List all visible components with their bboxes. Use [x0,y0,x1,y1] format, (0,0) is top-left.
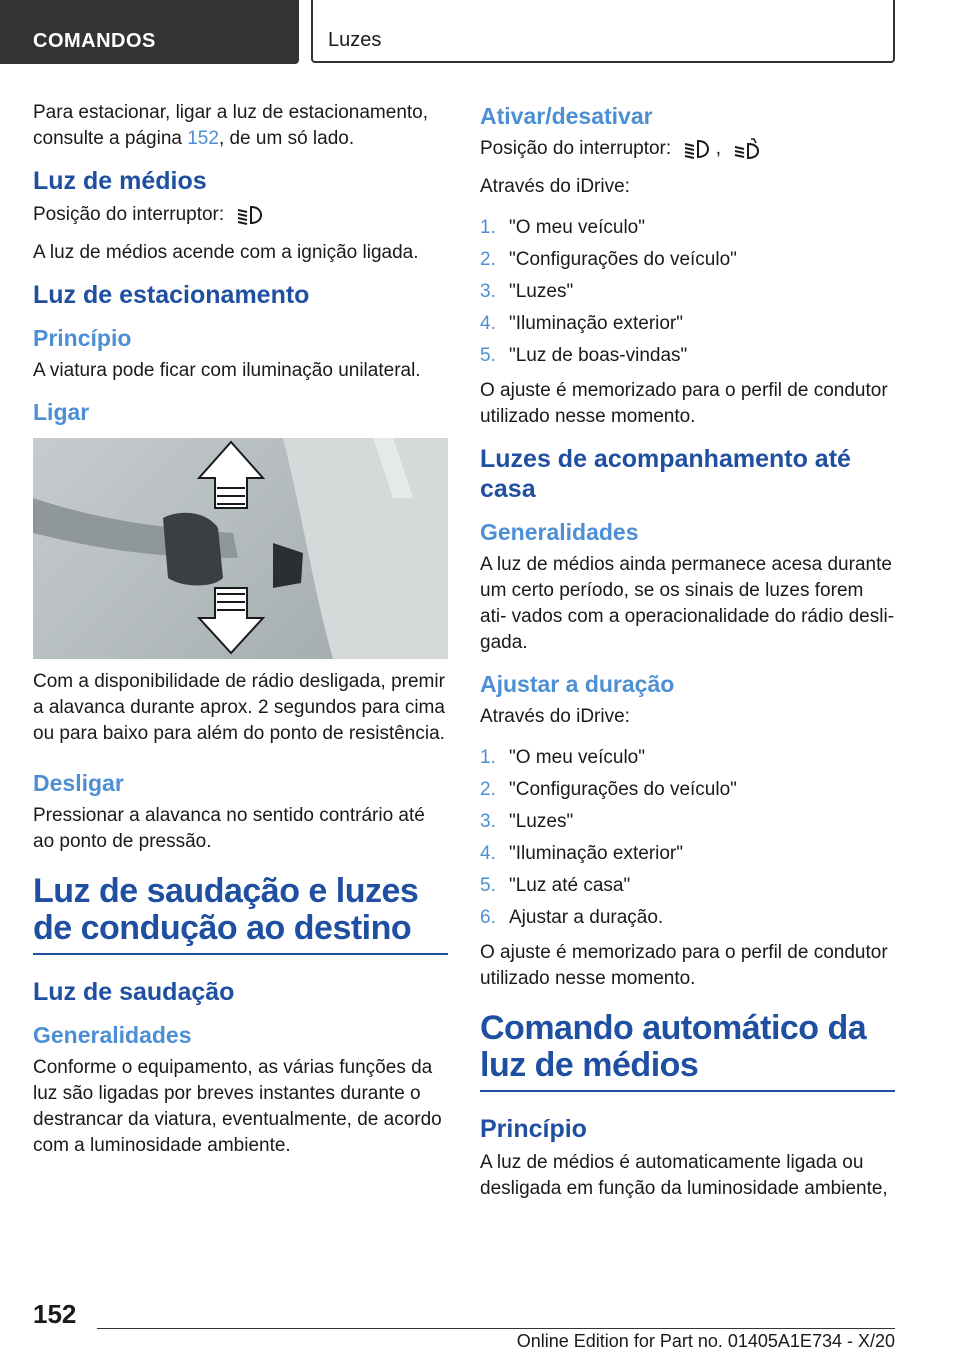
general-text: Conforme o equipamento, as várias funções da luz são ligadas por breves instantes durante o destrancar da viatura, eventualmente, de acordo com a luminosidade ambiente. [33,1057,442,1156]
saved-note: O ajuste é memorizado para o perfil de condutor utilizado nesse momento. [480,380,888,427]
list-item [480,838,895,870]
list-item [480,308,895,340]
chapter-label: Luzes [328,29,382,51]
welcome-lights-heading: Luz de saudação e luzes de condução ao destino [33,873,448,955]
general-text: A luz de médios ainda permanece acesa durante um certo período, se os sinais de luzes forem ati- vados com a operacionalidade do rádio desli- gada. [480,554,895,653]
auto-light-icon [732,138,760,160]
list-item [480,902,895,934]
list-item-number: 5. [480,875,496,896]
list-item-number: 2. [480,779,496,800]
lever-illustration [33,438,448,659]
low-beam-icon [235,204,263,226]
list-item-number: 4. [480,313,496,334]
chapter-tab [311,0,895,63]
switch-off-text: Pressionar a alavanca no sentido contrário até ao ponto de pressão. [33,805,425,852]
list-item-number: 3. [480,811,496,832]
list-item-text: "Luz até casa" [509,875,631,896]
list-item [480,742,895,774]
low-beam-heading: Luz de médios [33,167,207,195]
list-item-text: "Luzes" [509,281,574,302]
list-item-text: "Luzes" [509,811,574,832]
saved-note: O ajuste é memorizado para o perfil de condutor utilizado nesse momento. [480,942,888,989]
edition-note: Online Edition for Part no. 01405A1E734 - X/20 [516,1331,895,1351]
list-item-text: "Configurações do veículo" [509,249,737,270]
list-item-number: 5. [480,345,496,366]
welcome-light-heading: Luz de saudação [33,978,235,1006]
list-item-number: 2. [480,249,496,270]
turn-signal-lever-photo [33,438,448,659]
switch-on-text: Com a disponibilidade de rádio desligada, premir a alavanca durante aprox. 2 segundos para cima ou para baixo para além do ponto de resistência. [33,671,445,744]
activate-switch-line: Posição do interruptor: , [480,136,895,162]
principle-heading: Princípio [33,325,132,351]
list-item [480,806,895,838]
list-item [480,340,895,372]
list-item [480,870,895,902]
principle-heading: Princípio [480,1115,587,1143]
list-item-number: 1. [480,217,496,238]
duration-heading: Ajustar a duração [480,671,675,697]
list-item-number: 1. [480,747,496,768]
list-item [480,774,895,806]
duration-steps-list [480,742,895,934]
idrive-steps-list [480,212,895,372]
list-item-text: Ajustar a duração. [509,907,664,928]
list-item-text: "Iluminação exterior" [509,843,684,864]
page-header [0,0,960,66]
list-item-text: "Iluminação exterior" [509,313,684,334]
section-tab [0,0,299,64]
list-item-text: "O meu veículo" [509,217,645,238]
low-beam-switch-line: Posição do interruptor: [33,202,448,228]
list-item [480,244,895,276]
principle-text: A viatura pode ficar com iluminação unilateral. [33,360,421,381]
intro-paragraph: Para estacionar, ligar a luz de estacionamento, consulte a página 152, de um só lado. [33,102,429,149]
list-item-text: "Configurações do veículo" [509,779,737,800]
list-item-text: "Luz de boas-vindas" [509,345,688,366]
list-item-number: 3. [480,281,496,302]
page-number: 152 [33,1299,77,1329]
left-column [33,100,448,1171]
section-label: COMANDOS [33,30,156,52]
list-item [480,276,895,308]
list-item-number: 6. [480,907,496,928]
idrive-line: Através do iDrive: [480,706,630,727]
home-lights-heading: Luzes de acompanhamento até casa [480,445,851,503]
idrive-line: Através do iDrive: [480,176,630,197]
auto-low-beam-heading: Comando automático da luz de médios [480,1010,895,1092]
list-item [480,212,895,244]
switch-on-heading: Ligar [33,399,90,425]
right-column [480,100,895,1214]
general-heading: Generalidades [33,1022,192,1048]
principle-text: A luz de médios é automaticamente ligada ou desligada em função da luminosidade ambiente, [480,1152,888,1199]
switch-off-heading: Desligar [33,770,124,796]
parking-light-heading: Luz de estacionamento [33,281,310,309]
list-item-text: "O meu veículo" [509,747,645,768]
list-item-number: 4. [480,843,496,864]
page-link[interactable]: 152 [187,128,219,149]
footer-divider [97,1328,895,1329]
low-beam-text: A luz de médios acende com a ignição ligada. [33,242,419,263]
general-heading: Generalidades [480,519,639,545]
low-beam-icon [682,138,710,160]
activate-heading: Ativar/desativar [480,103,653,129]
